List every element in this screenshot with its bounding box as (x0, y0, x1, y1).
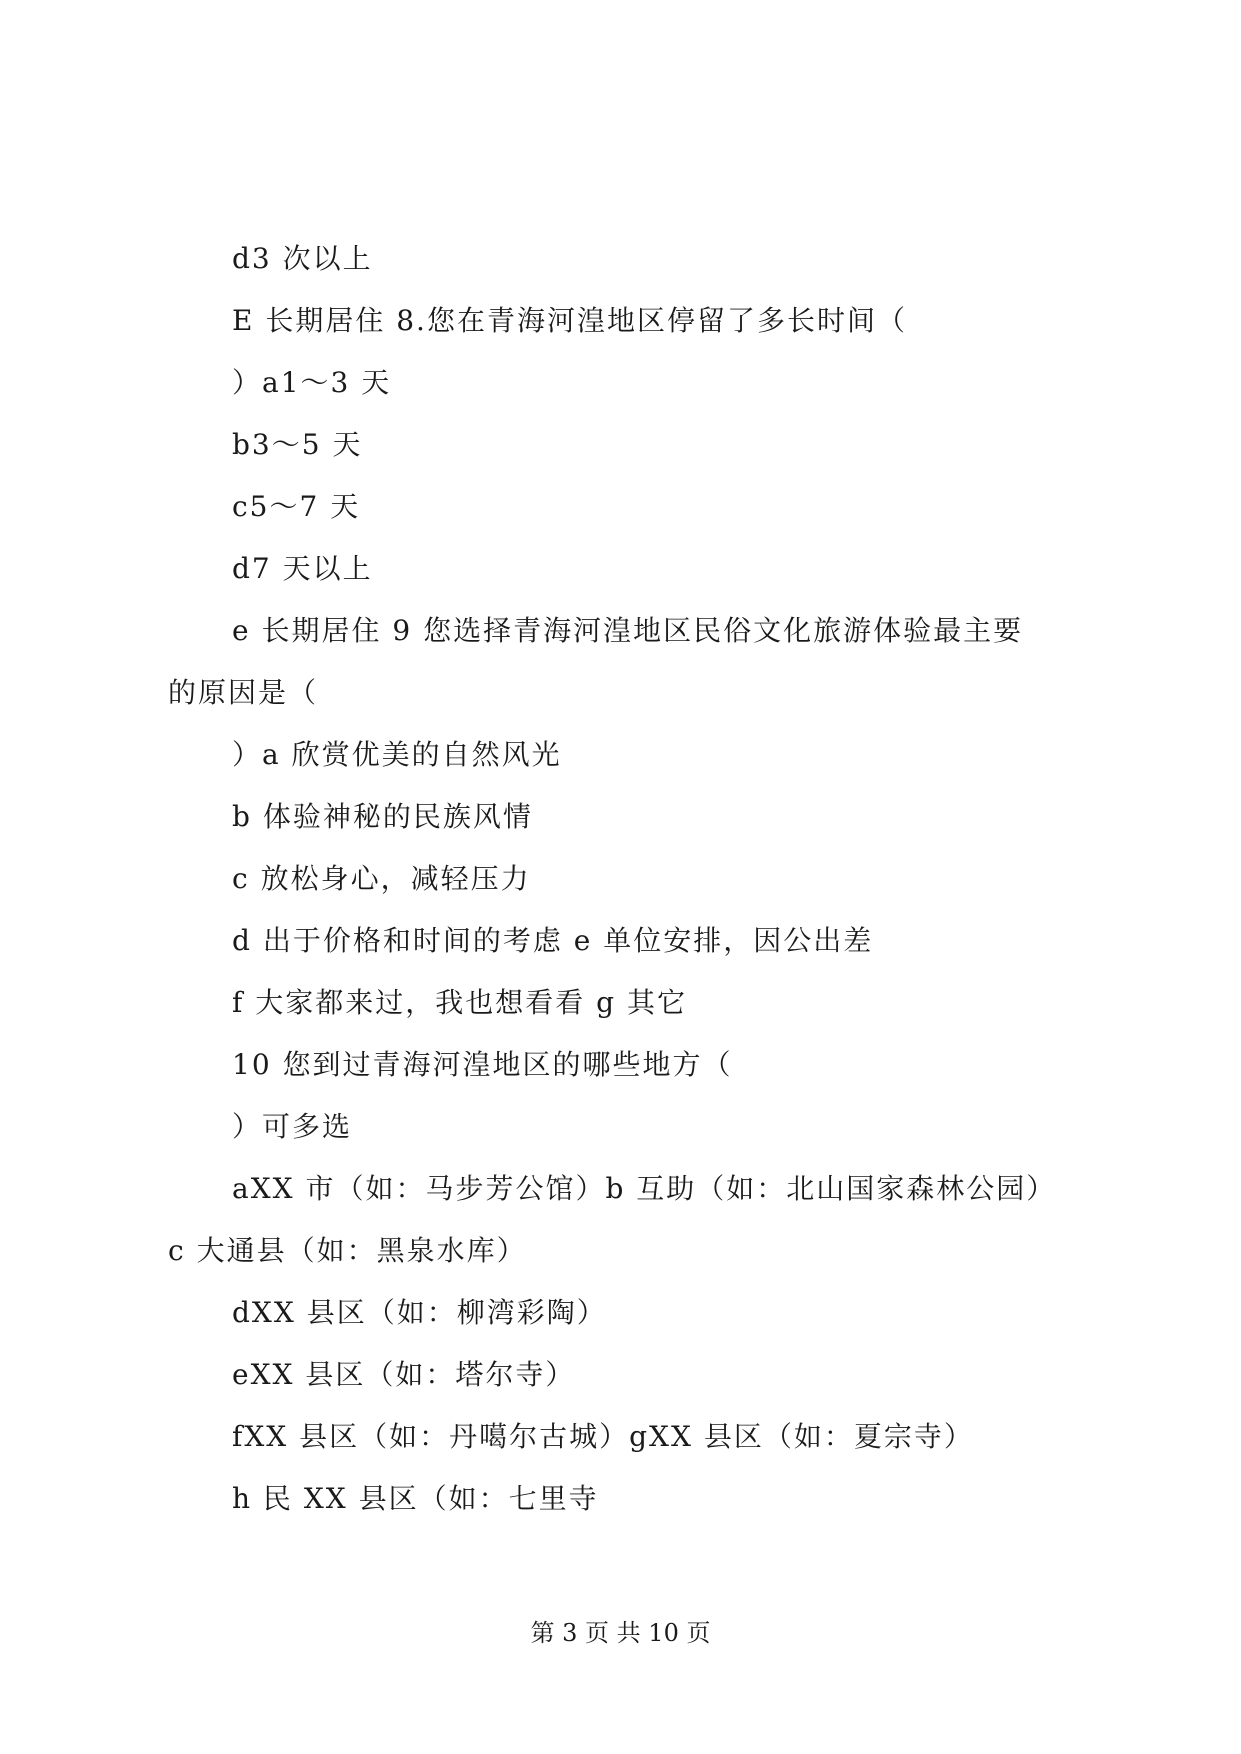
text-line: ）a 欣赏优美的自然风光 (232, 738, 562, 771)
text-line: b 体验神秘的民族风情 (232, 800, 533, 833)
text-line: d3 次以上 (232, 242, 373, 275)
text-line: e 长期居住 9 您选择青海河湟地区民俗文化旅游体验最主要 (232, 614, 1024, 647)
text-line: c 放松身心，减轻压力 (232, 862, 531, 895)
text-line: f 大家都来过，我也想看看 g 其它 (232, 986, 687, 1019)
document-body (168, 228, 1108, 1530)
text-line: h 民 XX 县区（如：七里寺 (232, 1482, 599, 1515)
page-footer (0, 1618, 1241, 1648)
text-line: fXX 县区（如：丹噶尔古城）gXX 县区（如：夏宗寺） (232, 1420, 974, 1453)
text-line: aXX 市（如：马步芳公馆）b 互助（如：北山国家森林公园） (232, 1172, 1057, 1205)
text-line: eXX 县区（如：塔尔寺） (232, 1358, 576, 1391)
page-number: 第 3 页 共 10 页 (530, 1619, 711, 1647)
text-line: d7 天以上 (232, 552, 373, 585)
text-line: ）a1～3 天 (232, 366, 392, 399)
text-line: 的原因是（ (168, 676, 319, 709)
text-line: c 大通县（如：黑泉水库） (168, 1234, 527, 1267)
text-line: dXX 县区（如：柳湾彩陶） (232, 1296, 607, 1329)
text-line: ）可多选 (232, 1110, 353, 1143)
text-line: b3～5 天 (232, 428, 363, 461)
text-line: E 长期居住 8.您在青海河湟地区停留了多长时间（ (232, 304, 907, 337)
text-line: 10 您到过青海河湟地区的哪些地方（ (232, 1048, 733, 1081)
text-line: c5～7 天 (232, 490, 361, 523)
text-line: d 出于价格和时间的考虑 e 单位安排，因公出差 (232, 924, 874, 957)
